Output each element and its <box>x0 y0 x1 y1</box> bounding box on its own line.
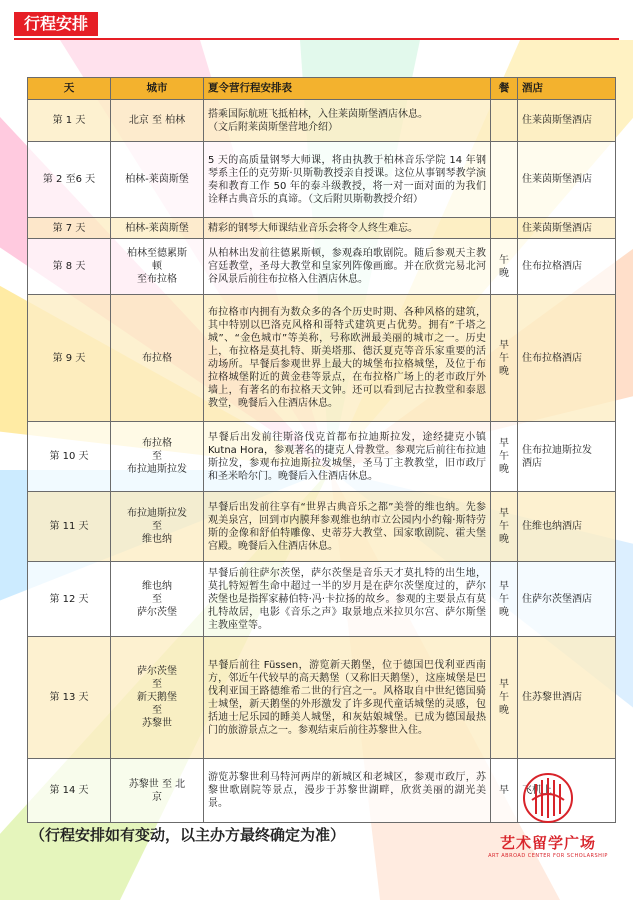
desc-cell: 精彩的钢琴大师课结业音乐会将令人终生难忘。 <box>204 218 491 239</box>
schedule-table <box>27 77 616 823</box>
day-cell: 第 9 天 <box>28 295 111 422</box>
day-cell: 第 8 天 <box>28 239 111 295</box>
meal-cell: 早 <box>491 759 518 823</box>
desc-cell: 从柏林出发前往德累斯顿，参观森珀歌剧院。随后参观天主教宫廷教堂，圣母大教堂和皇家列阵像画廊。并在欣赏完易北河谷风景后前往布拉格入住酒店休息。 <box>204 239 491 295</box>
desc-cell: 搭乘国际航班飞抵柏林，入住莱茵斯堡酒店休息。 （文后附莱茵斯堡营地介绍） <box>204 100 491 142</box>
title-bar <box>14 8 619 40</box>
footer-note: （行程安排如有变动，以主办方最终确定为准） <box>30 826 346 844</box>
header-city: 城市 <box>111 78 204 100</box>
day-cell: 第 11 天 <box>28 492 111 562</box>
day-cell: 第 13 天 <box>28 637 111 759</box>
page-title: 行程安排 <box>14 12 98 36</box>
day-cell: 第 2 至6 天 <box>28 142 111 218</box>
day-cell: 第 7 天 <box>28 218 111 239</box>
city-cell: 苏黎世 至 北 京 <box>111 759 204 823</box>
meal-cell <box>491 142 518 218</box>
logo <box>478 770 618 870</box>
header-meal: 餐 <box>491 78 518 100</box>
city-cell: 布拉格 <box>111 295 204 422</box>
desc-cell: 早餐后前往 Füssen，游览新天鹅堡，位于德国巴伐利亚西南方，邻近午代较早的高天鹅堡（又称旧天鹅堡），这座城堡是巴伐利亚国王路德维希二世的行宫之一。风格取自中世纪德国骑士城堡，新天鹅堡的外形激发了许多现代童话城堡的灵感，包括迪士尼乐园的睡美人城堡，和灰姑娘城堡。已成为德国最热门的旅游景点之一。参观结束后前往苏黎世入住。 <box>204 637 491 759</box>
table-row <box>28 239 616 295</box>
city-cell: 萨尔茨堡 至 新天鹅堡 至 苏黎世 <box>111 637 204 759</box>
desc-cell: 早餐后出发前往享有“世界古典音乐之都”美誉的维也纳。先参观美泉宫，回到市内膜拜参观维也纳市立公园内小约翰·斯特劳斯的金像和舒伯特雕像、史蒂芬大教堂、国家歌剧院、霍夫堡宫殿。晚餐后入住酒店休息。 <box>204 492 491 562</box>
table-row <box>28 218 616 239</box>
desc-cell: 游览苏黎世利马特河两岸的新城区和老城区，参观市政厅，苏黎世歌剧院等景点，漫步于苏黎世湖畔，欣赏美丽的湖光美景。 <box>204 759 491 823</box>
desc-cell: 布拉格市内拥有为数众多的各个历史时期、各种风格的建筑，其中特别以巴洛克风格和哥特式建筑更占优势。拥有“千塔之城”、“金色城市”等美称，号称欧洲最美丽的城市之一。历史上，布拉格是莫扎特、斯美塔那、德沃夏克等音乐家重要的活动场所。早餐后参观世界上最大的城堡布拉格城堡，及位于布拉格城堡附近的黄金巷等景点，在布拉格广场上的老市政厅外墙上，有著名的布拉格天文钟。还可以看到尼古拉教堂和泰恩教堂，晚餐后入住酒店休息。 <box>204 295 491 422</box>
city-cell: 布拉格 至 布拉迪斯拉发 <box>111 422 204 492</box>
table-row <box>28 422 616 492</box>
hotel-cell: 住布拉迪斯拉发 酒店 <box>518 422 616 492</box>
desc-cell: 5 天的高质量钢琴大师课，将由执教于柏林音乐学院 14 年钢琴系主任的克劳斯·贝斯勒教授亲自授课。这位从事钢琴教学演奏和教育工作 50 年的泰斗级教授，将一对一面对面的为我们诠释古典音乐的真谛。（文后附贝斯勒教授介绍） <box>204 142 491 218</box>
title-underline <box>14 38 619 40</box>
city-cell: 北京 至 柏林 <box>111 100 204 142</box>
table-row <box>28 637 616 759</box>
hotel-cell: 飞机上 <box>518 759 616 823</box>
hotel-cell: 住维也纳酒店 <box>518 492 616 562</box>
desc-cell: 早餐后出发前往斯洛伐克首都布拉迪斯拉发，途经捷克小镇 Kutna Hora，参观著名的捷克人骨教堂。参观完后前往布拉迪斯拉发，参观布拉迪斯拉发城堡，圣马丁主教教堂，旧市政厅和圣米哈尔门。晚餐后入住酒店休息。 <box>204 422 491 492</box>
table-header-row <box>28 78 616 100</box>
city-cell: 柏林-莱茵斯堡 <box>111 142 204 218</box>
meal-cell: 早 午 晚 <box>491 637 518 759</box>
header-hotel: 酒店 <box>518 78 616 100</box>
header-schedule: 夏令营行程安排表 <box>204 78 491 100</box>
city-cell: 维也纳 至 萨尔茨堡 <box>111 562 204 637</box>
hotel-cell: 住布拉格酒店 <box>518 295 616 422</box>
hotel-cell: 住布拉格酒店 <box>518 239 616 295</box>
hotel-cell: 住苏黎世酒店 <box>518 637 616 759</box>
meal-cell: 早 午 晚 <box>491 562 518 637</box>
hotel-cell: 住莱茵斯堡酒店 <box>518 142 616 218</box>
meal-cell: 早 午 晚 <box>491 422 518 492</box>
city-cell: 柏林至德累斯 顿 至布拉格 <box>111 239 204 295</box>
day-cell: 第 10 天 <box>28 422 111 492</box>
header-day: 天 <box>28 78 111 100</box>
logo-mark <box>518 770 578 826</box>
desc-cell: 早餐后前往萨尔茨堡，萨尔茨堡是音乐天才莫扎特的出生地，莫扎特短暂生命中超过一半的岁月是在萨尔茨堡度过的，萨尔茨堡也是指挥家赫伯特·冯·卡拉扬的故乡。参观的主要景点有莫扎特故居，电影《音乐之声》取景地点米拉贝尔宫、萨尔斯堡主教座堂等。 <box>204 562 491 637</box>
logo-name: 艺术留学广场 <box>499 834 596 852</box>
logo-subtitle: ART ABROAD CENTER FOR SCHOLARSHIP <box>488 853 608 859</box>
city-cell: 布拉迪斯拉发 至 维也纳 <box>111 492 204 562</box>
hotel-cell: 住莱茵斯堡酒店 <box>518 218 616 239</box>
table-row <box>28 100 616 142</box>
day-cell: 第 1 天 <box>28 100 111 142</box>
day-cell: 第 12 天 <box>28 562 111 637</box>
meal-cell: 早 午 晚 <box>491 492 518 562</box>
table-row <box>28 492 616 562</box>
table-row <box>28 295 616 422</box>
hotel-cell: 住莱茵斯堡酒店 <box>518 100 616 142</box>
meal-cell <box>491 100 518 142</box>
hotel-cell: 住萨尔茨堡酒店 <box>518 562 616 637</box>
meal-cell: 午 晚 <box>491 239 518 295</box>
city-cell: 柏林-莱茵斯堡 <box>111 218 204 239</box>
table-row <box>28 142 616 218</box>
day-cell: 第 14 天 <box>28 759 111 823</box>
table-row <box>28 562 616 637</box>
meal-cell <box>491 218 518 239</box>
meal-cell: 早 午 晚 <box>491 295 518 422</box>
